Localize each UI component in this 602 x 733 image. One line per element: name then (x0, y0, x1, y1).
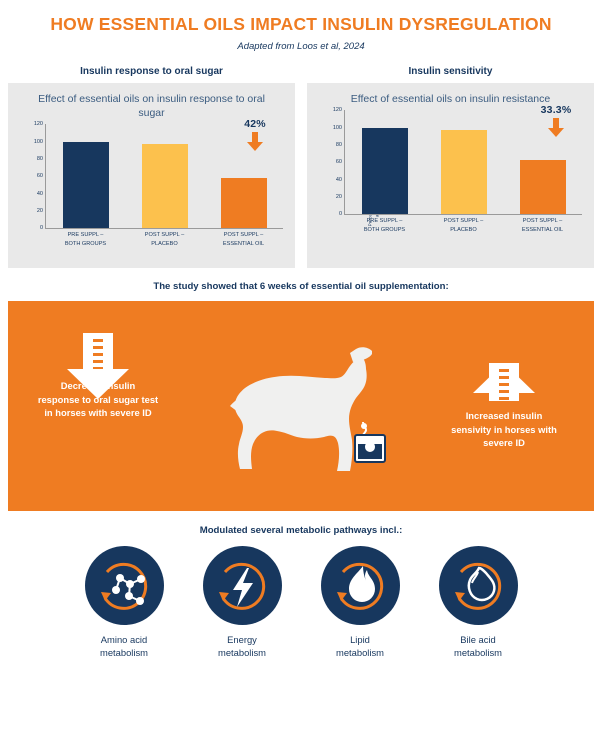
annotation-value: 33.3% (540, 104, 572, 117)
bar-post-suppl-essential-oil (520, 160, 566, 215)
pathway-icon-circle (439, 546, 518, 625)
result-increase-text: Increased insulin sensivity in horses with severe ID (451, 410, 557, 449)
y-tick: 100 (332, 124, 342, 131)
x-tick-label: PRE SUPPL – BOTH GROUPS (64, 232, 107, 247)
y-tick: 60 (36, 173, 43, 180)
pathway-item-lipid (312, 546, 408, 659)
chart-annotation (526, 104, 586, 137)
result-increase-block (424, 333, 584, 450)
y-tick: 40 (335, 176, 342, 183)
lightning-bolt-icon (203, 546, 282, 625)
y-tick: 80 (335, 141, 342, 148)
down-arrow-icon (548, 118, 564, 137)
x-tick-label: POST SUPPL – PLACEBO (443, 218, 484, 233)
x-axis-labels (345, 217, 582, 234)
annotation-value: 42% (244, 118, 266, 131)
pathway-label: Bile acid metabolism (454, 634, 502, 659)
chart-panel-insulin-sensitivity (307, 66, 594, 268)
chart-title-line1: Effect of essential oils on (350, 93, 467, 106)
chart-heading: Insulin sensitivity (408, 66, 493, 78)
x-axis-line (344, 214, 582, 215)
x-axis-line (45, 228, 283, 229)
y-axis-ticks (30, 121, 44, 232)
bar-pre-suppl-both-groups (63, 142, 109, 229)
x-axis-labels (46, 231, 283, 248)
result-decrease-block (18, 333, 178, 420)
y-tick: 40 (36, 190, 43, 197)
page-title: HOW ESSENTIAL OILS IMPACT INSULIN DYSREGULATION (50, 14, 552, 34)
chart-annotation (225, 118, 285, 151)
pathways-title: Modulated several metabolic pathways incl.: (199, 525, 403, 537)
plot-area (313, 104, 588, 243)
charts-section (8, 66, 594, 268)
y-tick: 120 (33, 121, 43, 128)
pathway-item-energy (194, 546, 290, 659)
chart-box (307, 83, 594, 268)
molecule-icon (85, 546, 164, 625)
infographic-page (0, 14, 602, 733)
chart-box (8, 83, 295, 268)
result-decrease-text: Decrease insulin response to oral sugar test in horses with severe ID (37, 380, 159, 419)
chart-title-line2: response to oral sugar (138, 93, 265, 120)
page-subtitle: Adapted from Loos et al, 2024 (237, 41, 365, 53)
oil-beaker-icon (353, 419, 387, 465)
y-tick: 80 (36, 156, 43, 163)
y-tick: 0 (39, 225, 43, 232)
chart-title-line2: insulin resistance (469, 93, 551, 106)
up-arrow-icon (473, 363, 535, 401)
study-summary-line: The study showed that 6 weeks of essential oil supplementation: (153, 281, 449, 293)
y-tick: 60 (335, 159, 342, 166)
pathway-label: Energy metabolism (218, 634, 266, 659)
bar-post-suppl-placebo (441, 130, 487, 214)
x-tick-label: PRE SUPPL – BOTH GROUPS (363, 218, 406, 233)
bar-post-suppl-essential-oil (221, 178, 267, 228)
down-arrow-icon (67, 333, 129, 371)
pathway-label: Amino acid metabolism (100, 634, 148, 659)
pathway-label: Lipid metabolism (336, 634, 384, 659)
pathway-icon-circle (85, 546, 164, 625)
pathways-list (0, 546, 602, 659)
x-tick-label: POST SUPPL – ESSENTIAL OIL (222, 232, 265, 247)
pathway-icon-circle (321, 546, 400, 625)
chart-title (32, 92, 271, 120)
plot-area (14, 118, 289, 257)
chart-heading: Insulin response to oral sugar (80, 66, 223, 78)
flame-icon (321, 546, 400, 625)
y-axis-ticks (329, 107, 343, 218)
y-tick: 100 (33, 138, 43, 145)
x-tick-label: POST SUPPL – PLACEBO (144, 232, 185, 247)
bar-pre-suppl-both-groups (362, 128, 408, 215)
gallbladder-icon (439, 546, 518, 625)
y-tick: 0 (338, 211, 342, 218)
study-results-banner (8, 301, 594, 511)
bar-post-suppl-placebo (142, 144, 188, 229)
chart-title-line1: Effect of essential oils on insulin (38, 93, 187, 106)
arrow-dashes (499, 369, 509, 404)
x-tick-label: POST SUPPL – ESSENTIAL OIL (521, 218, 564, 233)
y-tick: 20 (36, 208, 43, 215)
chart-panel-insulin-response (8, 66, 295, 268)
pathway-item-amino-acid (76, 546, 172, 659)
y-tick: 120 (332, 107, 342, 114)
pathway-icon-circle (203, 546, 282, 625)
pathway-item-bile-acid (430, 546, 526, 659)
y-tick: 20 (335, 193, 342, 200)
down-arrow-icon (247, 132, 263, 151)
